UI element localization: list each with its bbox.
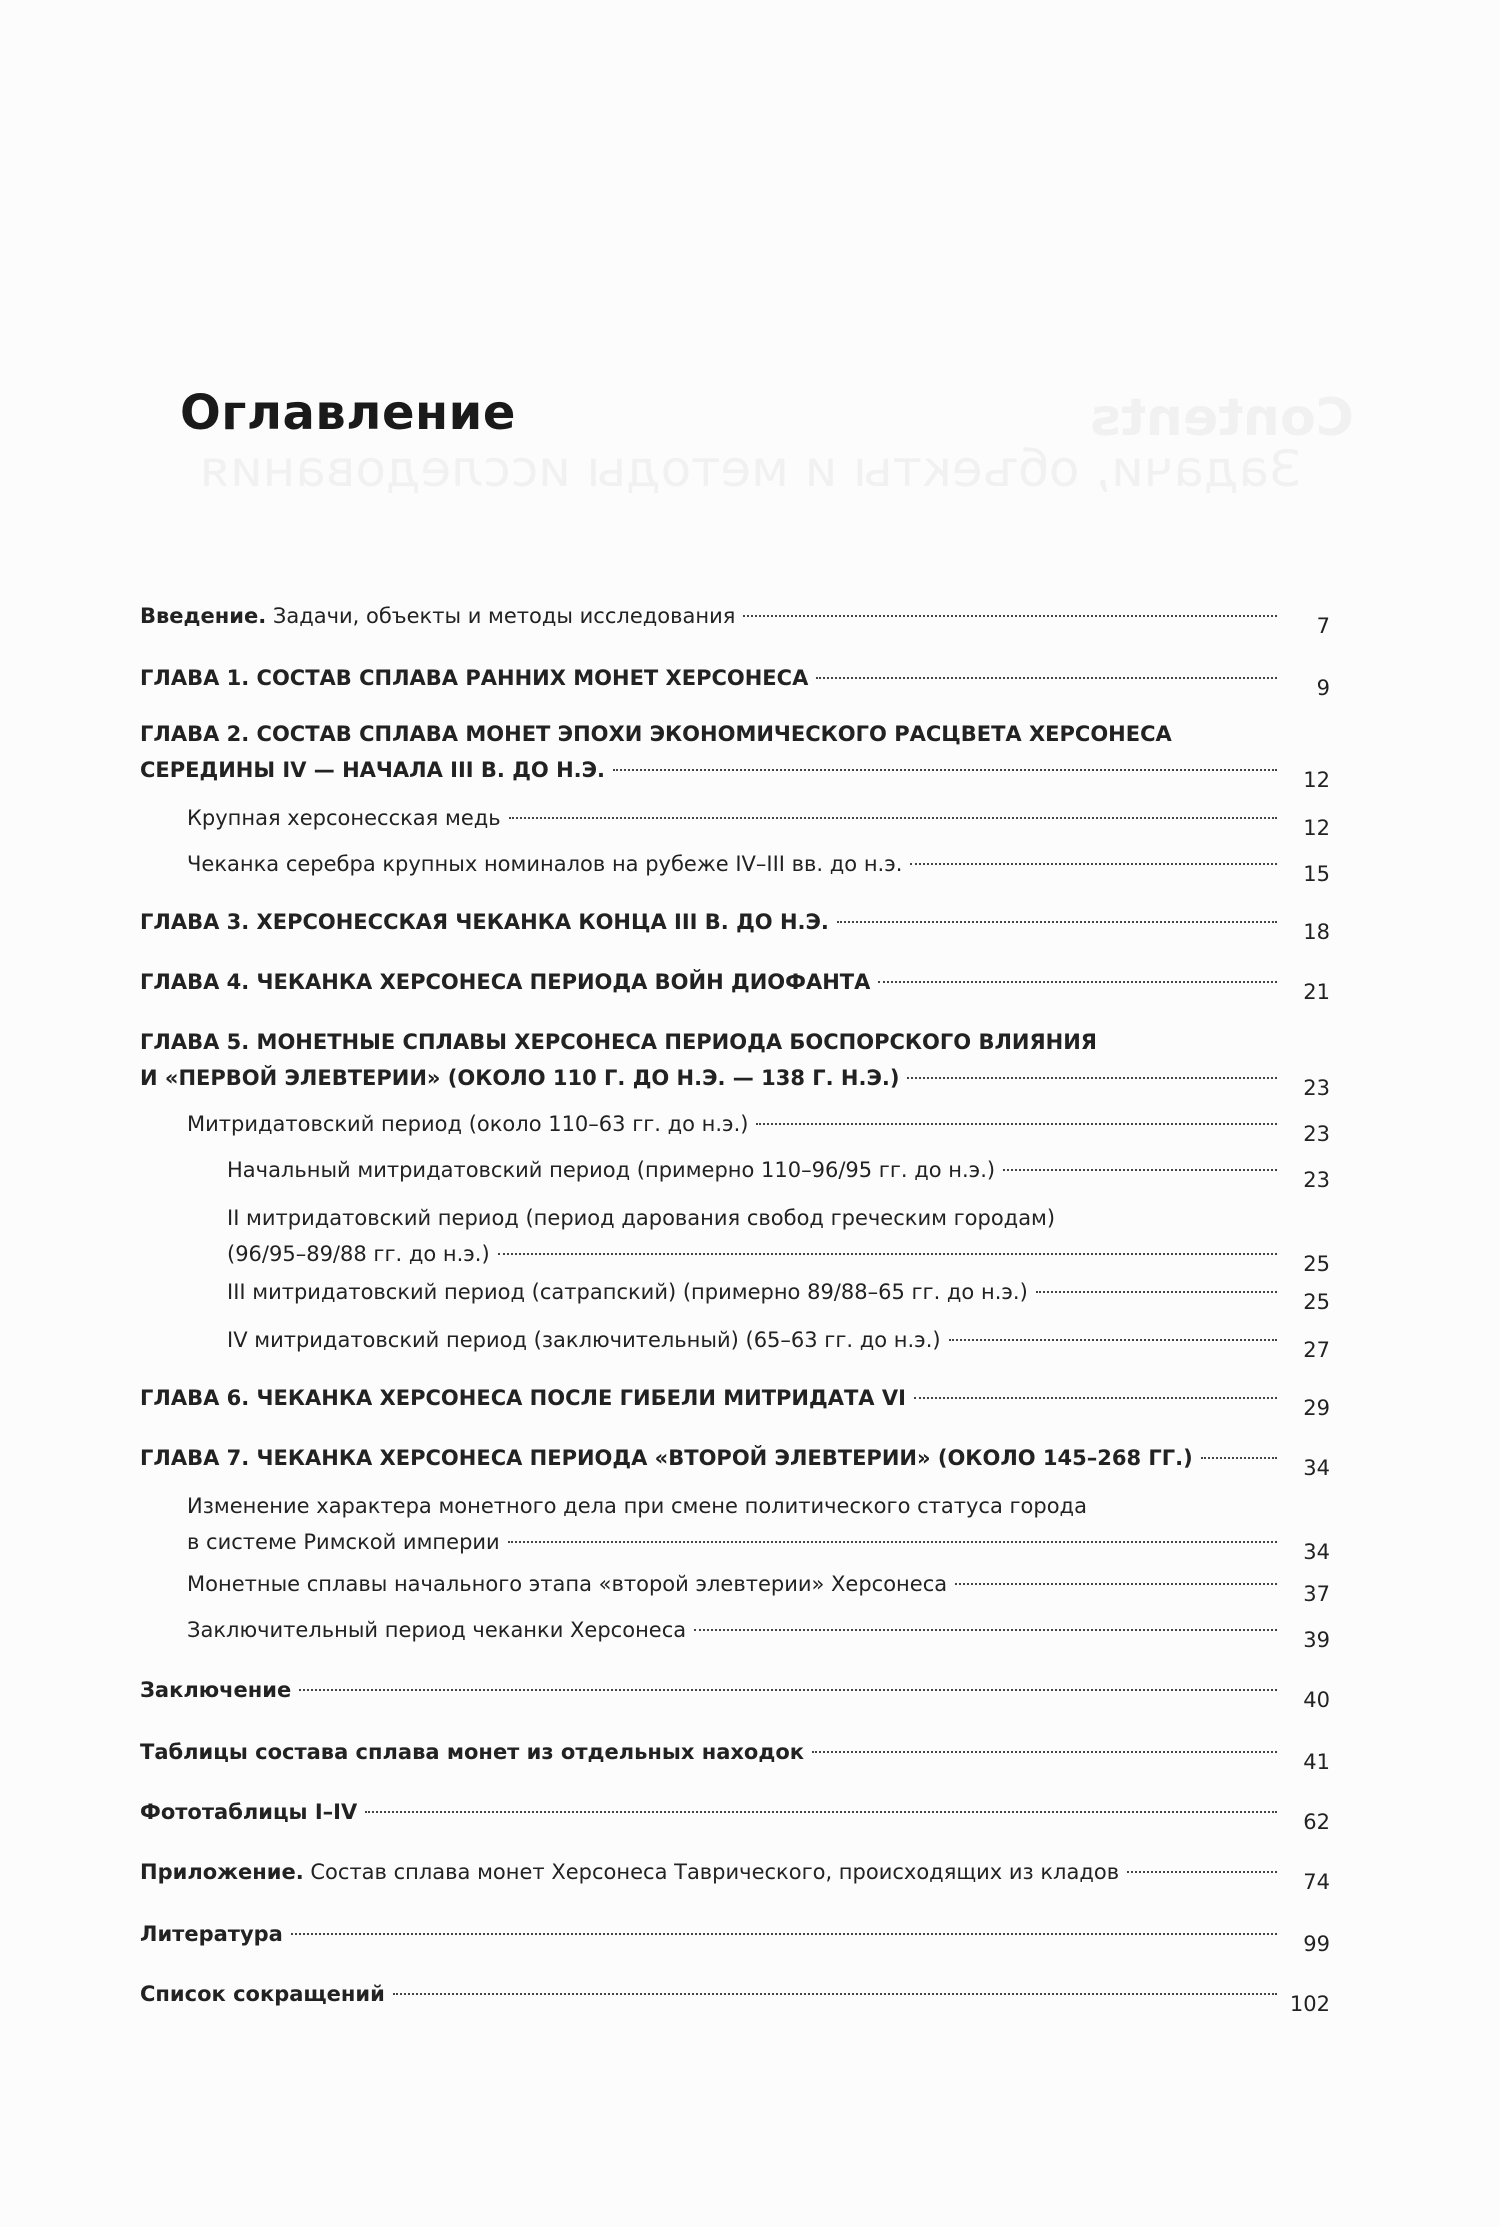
page-number: 41	[1303, 1750, 1330, 1774]
leader-dots	[694, 1629, 1277, 1631]
entry-text-line-1: Изменение характера монетного дела при смене политического статуса города	[187, 1494, 1087, 1518]
toc-entry-conclusion[interactable]	[140, 1672, 1330, 1712]
page-number: 40	[1303, 1688, 1330, 1712]
entry-text-line-1: ГЛАВА 5. МОНЕТНЫЕ СПЛАВЫ ХЕРСОНЕСА ПЕРИОДА БОСПОРСКОГО ВЛИЯНИЯ	[140, 1030, 1097, 1054]
entry-text-line-2: СЕРЕДИНЫ IV — НАЧАЛА III В. ДО Н.Э.	[140, 758, 606, 782]
toc-entry-chapter-1[interactable]	[140, 660, 1330, 700]
entry-text: Список сокращений	[140, 1982, 385, 2006]
leader-dots	[509, 817, 1277, 819]
leader-dots	[1036, 1291, 1277, 1293]
leader-dots	[914, 1397, 1277, 1399]
leader-dots	[756, 1123, 1277, 1125]
toc-entry-chapter-5[interactable]	[140, 1024, 1330, 1100]
entry-head: Введение.	[140, 604, 267, 628]
toc-entry-appendix[interactable]	[140, 1854, 1330, 1894]
entry-text: ГЛАВА 6. ЧЕКАНКА ХЕРСОНЕСА ПОСЛЕ ГИБЕЛИ МИТРИДАТА VI	[140, 1386, 906, 1410]
page-number: 29	[1303, 1396, 1330, 1420]
leader-dots	[613, 769, 1277, 771]
entry-text: ГЛАВА 3. ХЕРСОНЕССКАЯ ЧЕКАНКА КОНЦА III В. ДО Н.Э.	[140, 910, 829, 934]
page-number: 34	[1303, 1456, 1330, 1480]
leader-dots	[365, 1811, 1277, 1813]
leader-dots	[1201, 1457, 1277, 1459]
entry-text: Заключительный период чеканки Херсонеса	[187, 1618, 687, 1642]
entry-text: Митридатовский период (около 110–63 гг. до н.э.)	[187, 1112, 749, 1136]
page-number: 21	[1303, 980, 1330, 1004]
entry-head: Приложение.	[140, 1860, 304, 1884]
entry-text: III митридатовский период (сатрапский) (примерно 89/88–65 гг. до н.э.)	[227, 1280, 1028, 1304]
entry-text: Заключение	[140, 1678, 292, 1702]
toc-entry-5-1-4[interactable]	[227, 1322, 1330, 1362]
leader-dots	[837, 921, 1277, 923]
toc-entry-intro[interactable]	[140, 598, 1330, 638]
toc-entry-5-1-3[interactable]	[227, 1274, 1330, 1314]
page-number: 27	[1303, 1338, 1330, 1362]
bleed-through-subline: Задачи, объекты и методы исследования	[200, 440, 1302, 498]
page-number: 23	[1303, 1168, 1330, 1192]
page-number: 39	[1303, 1628, 1330, 1652]
toc-entry-photo-tables[interactable]	[140, 1794, 1330, 1834]
toc-entry-chapter-7[interactable]	[140, 1440, 1330, 1480]
page-number: 18	[1303, 920, 1330, 944]
leader-dots	[949, 1339, 1277, 1341]
leader-dots	[299, 1689, 1277, 1691]
toc-entry-2-2[interactable]	[187, 846, 1330, 886]
toc-entry-literature[interactable]	[140, 1916, 1330, 1956]
leader-dots	[955, 1583, 1277, 1585]
page-number: 37	[1303, 1582, 1330, 1606]
toc-entry-7-2[interactable]	[187, 1566, 1330, 1606]
toc-entry-chapter-4[interactable]	[140, 964, 1330, 1004]
page-number: 12	[1303, 768, 1330, 792]
toc-entry-5-1-1[interactable]	[227, 1152, 1330, 1192]
entry-text: Чеканка серебра крупных номиналов на рубеже IV–III вв. до н.э.	[187, 852, 903, 876]
entry-text-line-2: И «ПЕРВОЙ ЭЛЕВТЕРИИ» (ОКОЛО 110 Г. ДО Н.Э. — 138 Г. Н.Э.)	[140, 1066, 900, 1090]
toc-entry-5-1[interactable]	[187, 1106, 1330, 1146]
page-number: 25	[1303, 1290, 1330, 1314]
page-number: 23	[1303, 1076, 1330, 1100]
leader-dots	[812, 1751, 1277, 1753]
page-number: 23	[1303, 1122, 1330, 1146]
toc-entry-chapter-2[interactable]	[140, 716, 1330, 792]
entry-text: Состав сплава монет Херсонеса Таврического, происходящих из кладов	[303, 1860, 1120, 1884]
entry-text: Задачи, объекты и методы исследования	[266, 604, 736, 628]
entry-text: IV митридатовский период (заключительный) (65–63 гг. до н.э.)	[227, 1328, 941, 1352]
entry-text: Таблицы состава сплава монет из отдельных находок	[140, 1740, 805, 1764]
leader-dots	[291, 1933, 1277, 1935]
entry-text: Литература	[140, 1922, 283, 1946]
page-number: 15	[1303, 862, 1330, 886]
page-number: 12	[1303, 816, 1330, 840]
page-number: 9	[1316, 676, 1330, 700]
page-number: 74	[1303, 1870, 1330, 1894]
leader-dots	[816, 677, 1277, 679]
leader-dots	[498, 1253, 1277, 1255]
leader-dots	[1003, 1169, 1277, 1171]
page-number: 34	[1303, 1540, 1330, 1564]
toc-entry-abbreviations[interactable]	[140, 1976, 1330, 2016]
entry-text: ГЛАВА 4. ЧЕКАНКА ХЕРСОНЕСА ПЕРИОДА ВОЙН ДИОФАНТА	[140, 970, 871, 994]
page-number: 99	[1303, 1932, 1330, 1956]
toc-entry-tables[interactable]	[140, 1734, 1330, 1774]
entry-text-line-1: II митридатовский период (период дарования свобод греческим городам)	[227, 1206, 1056, 1230]
page-title: Оглавление	[180, 385, 516, 441]
page-number: 62	[1303, 1810, 1330, 1834]
toc-entry-chapter-3[interactable]	[140, 904, 1330, 944]
entry-text: Монетные сплавы начального этапа «второй элевтерии» Херсонеса	[187, 1572, 948, 1596]
leader-dots	[907, 1077, 1277, 1079]
entry-text: Фототаблицы I–IV	[140, 1800, 358, 1824]
page-number: 25	[1303, 1252, 1330, 1276]
toc-entry-2-1[interactable]	[187, 800, 1330, 840]
entry-text-line-2: в системе Римской империи	[187, 1530, 500, 1554]
entry-text-line-2: (96/95–89/88 гг. до н.э.)	[227, 1242, 490, 1266]
leader-dots	[1127, 1871, 1277, 1873]
leader-dots	[743, 615, 1277, 617]
toc-entry-5-1-2[interactable]	[227, 1200, 1330, 1276]
entry-text: Начальный митридатовский период (примерно 110–96/95 гг. до н.э.)	[227, 1158, 996, 1182]
leader-dots	[878, 981, 1277, 983]
leader-dots	[508, 1541, 1277, 1543]
entry-text: ГЛАВА 7. ЧЕКАНКА ХЕРСОНЕСА ПЕРИОДА «ВТОРОЙ ЭЛЕВТЕРИИ» (ОКОЛО 145–268 ГГ.)	[140, 1446, 1193, 1470]
entry-text: ГЛАВА 1. СОСТАВ СПЛАВА РАННИХ МОНЕТ ХЕРСОНЕСА	[140, 666, 809, 690]
toc-entry-chapter-6[interactable]	[140, 1380, 1330, 1420]
leader-dots	[910, 863, 1277, 865]
leader-dots	[393, 1993, 1277, 1995]
page-number: 7	[1316, 614, 1330, 638]
page-number: 102	[1289, 1992, 1330, 2016]
entry-text: Крупная херсонесская медь	[187, 806, 501, 830]
toc-entry-7-3[interactable]	[187, 1612, 1330, 1652]
entry-text-line-1: ГЛАВА 2. СОСТАВ СПЛАВА МОНЕТ ЭПОХИ ЭКОНОМИЧЕСКОГО РАСЦВЕТА ХЕРСОНЕСА	[140, 722, 1172, 746]
bleed-through-heading: Contents	[1090, 388, 1354, 448]
toc-entry-7-1[interactable]	[187, 1488, 1330, 1564]
